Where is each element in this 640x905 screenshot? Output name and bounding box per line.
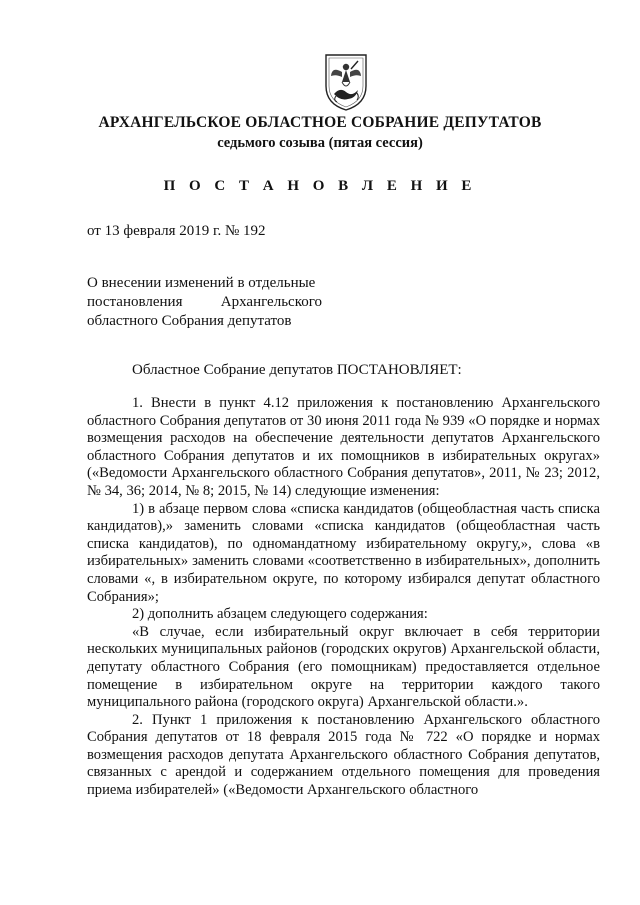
coat-of-arms-icon — [322, 52, 370, 112]
subject-line: областного Собрания депутатов — [87, 313, 292, 329]
document-date-number: от 13 февраля 2019 г. № 192 — [87, 223, 266, 239]
subject-line: О внесении изменений в отдельные — [87, 275, 316, 291]
body-paragraph: 1. Внести в пункт 4.12 приложения к постановлению Архангельского областного Собрания депутатов от 30 июня 2011 года № 939 «О порядке и нормах возмещения расходов на обеспечение деятельности депутатов Архангельского областного Собрания депутатов и их помощников в избирательных округах» («Ведомости Архангельского областного Собрания депутатов», 2011, № 23; 2012, № 34, 36; 2014, № 8; 2015, № 14) следующие изменения: — [87, 395, 600, 499]
document-body — [87, 395, 600, 800]
document-subject — [87, 274, 322, 331]
body-paragraph: 2. Пункт 1 приложения к постановлению Архангельского областного Собрания депутатов от 18 февраля 2015 года № 722 «О порядке и нормах возмещения расходов депутата Архангельского областного Собрания депутатов, связанных с арендой и содержанием отдельного помещения для проведения приема избирателей» («Ведомости Архангельского областного — [87, 711, 600, 799]
session-subtitle: седьмого созыва (пятая сессия) — [217, 135, 423, 151]
document-type-heading: П О С Т А Н О В Л Е Н И Е — [163, 178, 477, 194]
organization-title: АРХАНГЕЛЬСКОЕ ОБЛАСТНОЕ СОБРАНИЕ ДЕПУТАТОВ — [98, 114, 542, 131]
preamble: Областное Собрание депутатов ПОСТАНОВЛЯЕТ: — [132, 362, 462, 378]
body-paragraph: «В случае, если избирательный округ включает в себя территории нескольких муниципальных районов (городских округов) Архангельской области, депутату областного Собрания (его помощникам) предоставляется отдельное помещение в избирательном округе на территории каждого такого муниципального района (городского округа) Архангельской области.». — [87, 623, 600, 711]
body-paragraph: 1) в абзаце первом слова «списка кандидатов (общеобластная часть списка кандидатов),» заменить словами «списка кандидатов (общеобластная часть списка кандидатов), по одномандатному избирательному округу,», слова «в избирательных» заменить словами «соответственно в избирательных», дополнить словами «, в избирательном округе, по которому избирался депутат областного Собрания»; — [87, 500, 600, 605]
body-paragraph: 2) дополнить абзацем следующего содержания: — [132, 606, 428, 623]
subject-line: постановления Архангельского — [87, 294, 322, 310]
